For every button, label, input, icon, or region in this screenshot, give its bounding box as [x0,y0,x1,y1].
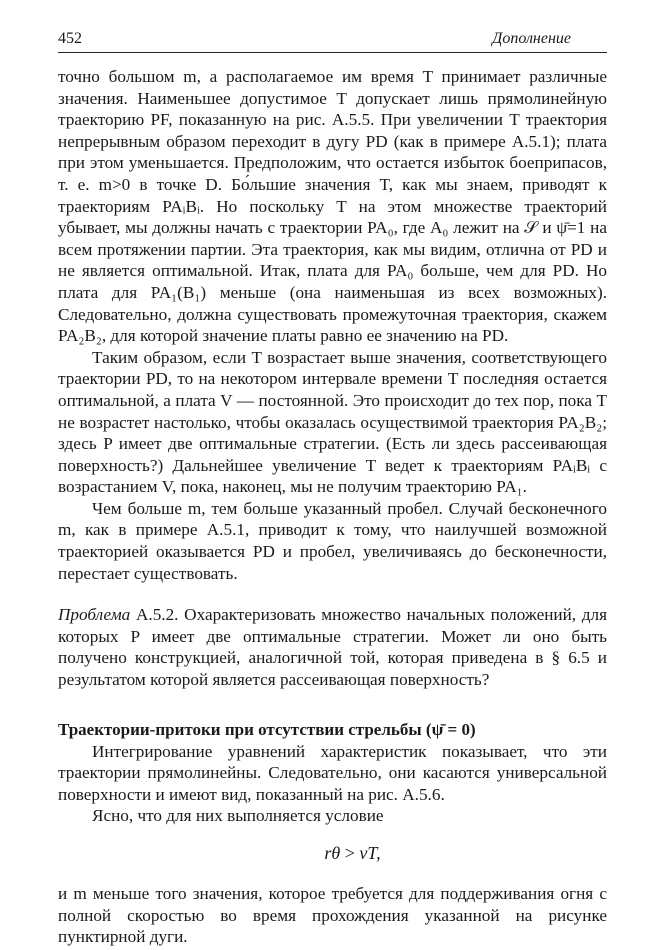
paragraph-1: точно большом m, а располагаемое им время T принимает различные значения. Наименьшее допустимое T допускает лишь прямолинейную траекторию PF, показанную на рис. A.5.5. При увеличении T траектория непрерывным образом переходит в дугу PD (как в примере A.5.1); плата при этом уменьшается. Предположим, что остается избыток боеприпасов, т. е. m>0 в точке D. Бо́льшие значения T, как мы знаем, приводят к траекториям PAᵢBᵢ. Но поскольку T на этом множестве траекторий убывает, мы должны начать с траектории PA₀, где A₀ лежит на 𝒮 и ψ̄=1 на всем протяжении партии. Эта траектория, как мы видим, отлична от PD и не является оптимальной. Итак, плата для PA₀ больше, чем для PD. Но плата для PA₁(B₁) меньше (она наименьшая из всех возможных). Следовательно, должна существовать промежуточная траектория, скажем PA₂B₂, для которой значение платы равно ее значению на PD. [58,67,607,346]
page-header [58,28,607,53]
formula-operator: > [344,843,355,863]
paragraph-2: Таким образом, если T возрастает выше значения, соответствующего траектории PD, то на некотором интервале времени T последняя остается оптимальной, а плата V — постоянной. Это происходит до тех пор, пока T не возрастет настолько, чтобы оказалась осуществимой траектория PA₂B₂; здесь P имеет две оптимальные стратегии. (Есть ли здесь рассеивающая поверхность?) Дальнейшее увеличение T ведет к траекториям PAᵢBᵢ с возрастанием V, пока, наконец, мы не получим траекторию PA₁. [58,347,607,497]
formula-left: rθ [324,843,341,863]
running-head: Дополнение [492,30,571,47]
section-title-text: Траектории-притоки при отсутствии стрельбы [58,719,422,739]
formula [58,841,607,865]
problem-label: Проблема [58,605,131,625]
closing-paragraph: и m меньше того значения, которое требуется для поддерживания огня с полной скоростью во время прохождения указанной на рисунке пунктирной дуги. [58,884,607,947]
problem-block [58,604,607,690]
page-body [58,66,607,948]
paragraph-3: Чем больше m, тем больше указанный пробел. Случай бесконечного m, как в примере A.5.1, приводит к тому, что наилучшей возможной траекторией оказывается PD и пробел, увеличиваясь до бесконечности, перестает существовать. [58,498,607,583]
formula-right: vT, [359,843,381,863]
section-paragraph-1: Интегрирование уравнений характеристик показывает, что эти траектории прямолинейны. Следовательно, они касаются универсальной поверхности и имеют вид, показанный на рис. A.5.6. [58,741,607,804]
section-paragraph-2: Ясно, что для них выполняется условие [92,806,384,826]
section-title [58,719,607,741]
section-condition: (ψ̄ = 0) [425,719,476,739]
problem-text: A.5.2. Охарактеризовать множество начальных положений, для которых P имеет две оптимальные стратегии. Может ли оно быть получено конструкцией, аналогичной той, которая приведена в § 6.5 и результатом которой является рассеивающая поверхность? [58,605,608,690]
page-number: 452 [58,30,82,47]
